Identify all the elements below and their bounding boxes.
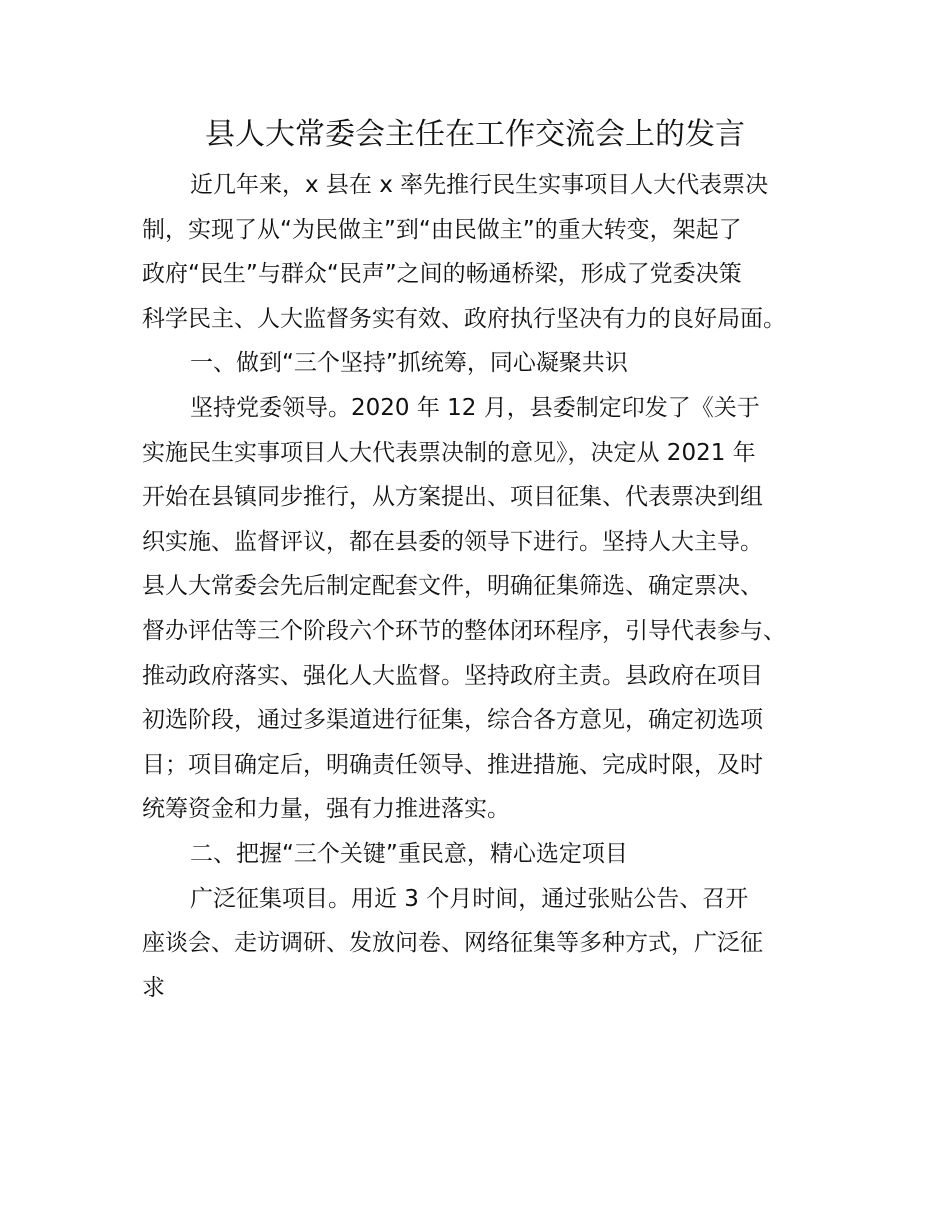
body-line: 坚持党委领导。2020 年 12 月，县委制定印发了《关于	[190, 394, 760, 421]
body-line: 座谈会、走访调研、发放问卷、网络征集等多种方式，广泛征	[142, 930, 763, 957]
body-line: 织实施、监督评议，都在县委的领导下进行。坚持人大主导。	[142, 528, 763, 555]
body-line: 科学民主、人大监督务实有效、政府执行坚决有力的良好局面。	[142, 305, 786, 332]
body-line: 督办评估等三个阶段六个环节的整体闭环程序，引导代表参与、	[142, 617, 786, 644]
body-line: 县人大常委会先后制定配套文件，明确征集筛选、确定票决、	[142, 573, 763, 600]
body-line: 初选阶段，通过多渠道进行征集，综合各方意见，确定初选项	[142, 707, 763, 734]
body-line: 开始在县镇同步推行，从方案提出、项目征集、代表票决到组	[142, 484, 763, 511]
document-body	[142, 163, 842, 1010]
body-line: 推动政府落实、强化人大监督。坚持政府主责。县政府在项目	[142, 662, 763, 689]
body-line: 广泛征集项目。用近 3 个月时间，通过张贴公告、召开	[190, 885, 749, 912]
body-line: 实施民生实事项目人大代表票决制的意见》，决定从 2021 年	[142, 439, 756, 466]
body-line: 一、做到“三个坚持”抓统筹，同心凝聚共识	[190, 350, 628, 377]
body-line: 制，实现了从“为民做主”到“由民做主”的重大转变，架起了	[142, 216, 742, 243]
body-line: 目；项目确定后，明确责任领导、推进措施、完成时限，及时	[142, 751, 763, 778]
body-line: 近几年来，x 县在 x 率先推行民生实事项目人大代表票决	[190, 172, 769, 198]
document-title: 县人大常委会主任在工作交流会上的发言	[205, 117, 745, 152]
body-line: 统筹资金和力量，强有力推进落实。	[142, 796, 510, 823]
body-line: 二、把握“三个关键”重民意，精心选定项目	[190, 840, 628, 867]
body-line: 求	[142, 974, 165, 1001]
body-line: 政府“民生”与群众“民声”之间的畅通桥梁，形成了党委决策	[142, 261, 742, 288]
